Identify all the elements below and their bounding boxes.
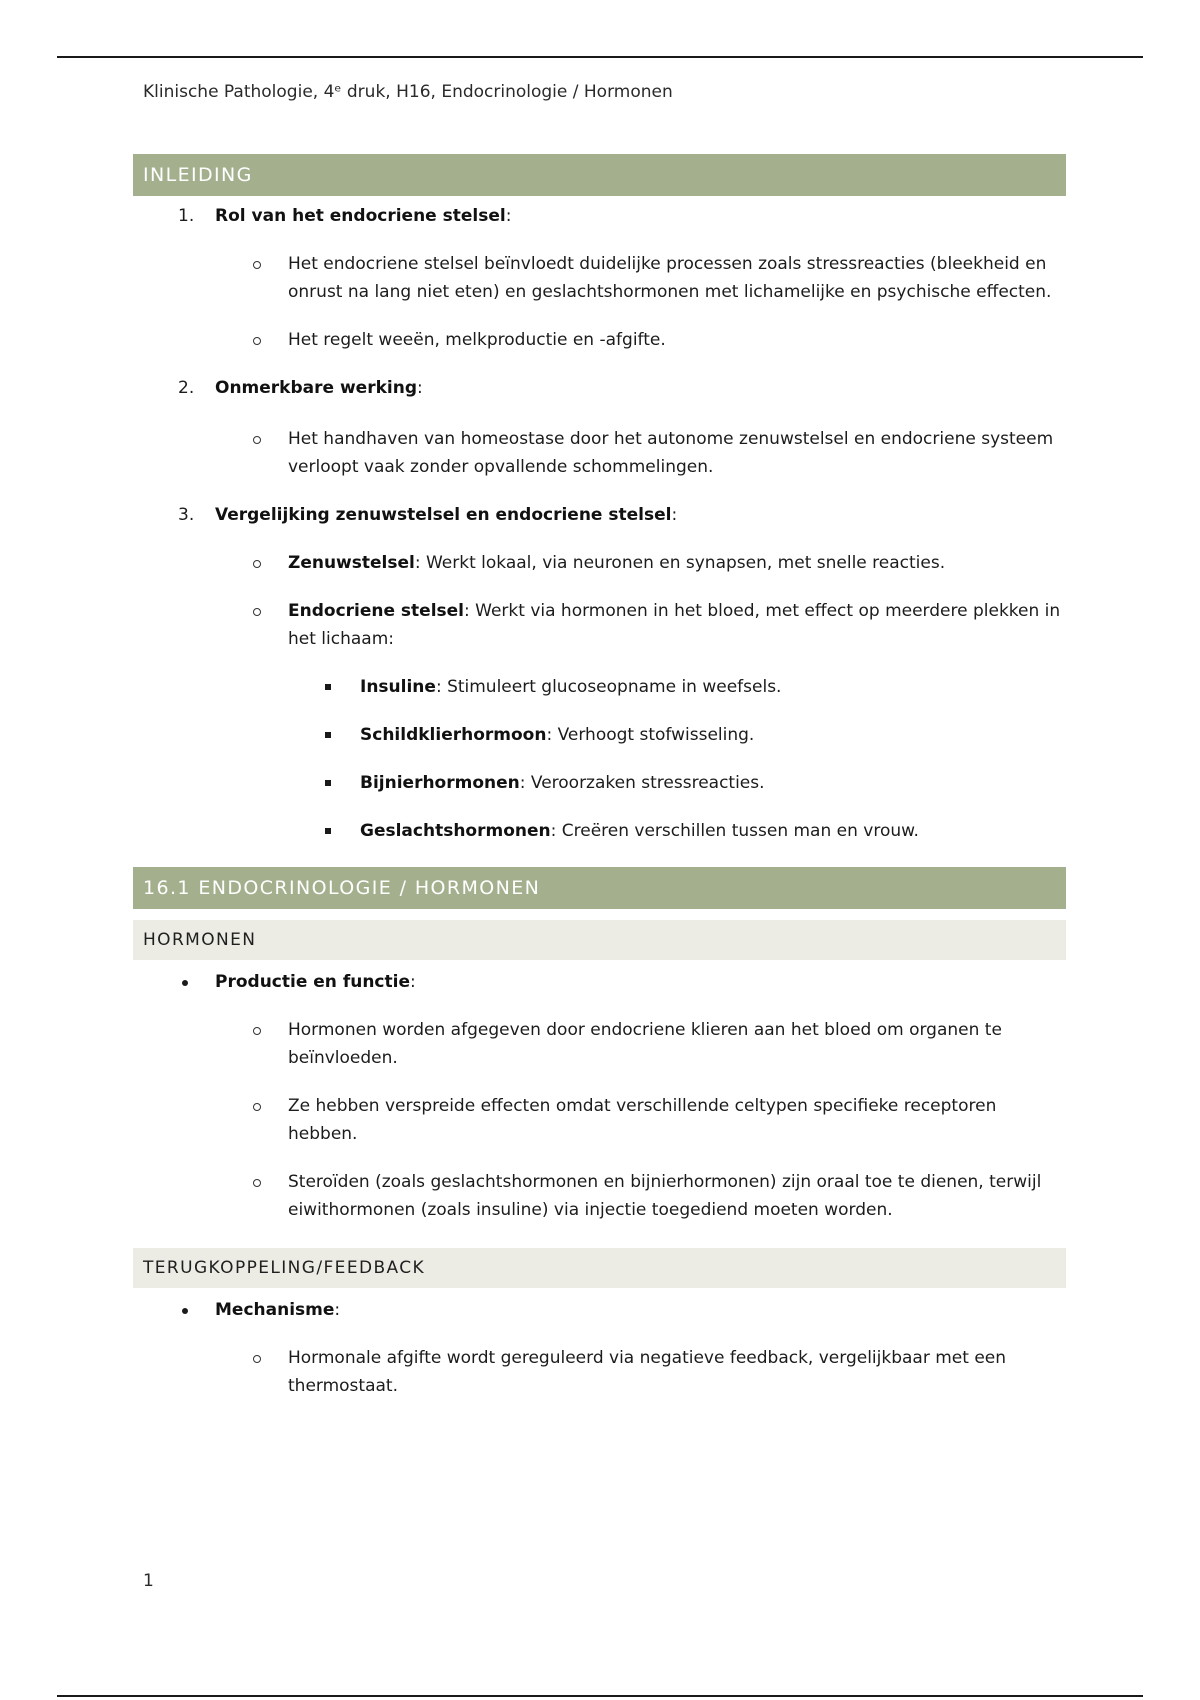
list-item-2: 2. Onmerkbare werking: [133, 374, 1066, 402]
hormone-text: : Veroorzaken stressreacties. [519, 773, 765, 793]
sub-item-label: Zenuwstelsel [288, 553, 415, 573]
list-number: 1. [178, 206, 195, 226]
hormone-text: : Verhoogt stofwisseling. [546, 725, 755, 745]
hollow-circle-bullet-icon [253, 1179, 261, 1187]
hormone-label: Bijnierhormonen [360, 773, 520, 793]
hollow-circle-bullet-icon [253, 560, 261, 568]
document-body [133, 154, 1066, 1400]
item-label: Rol van het endocriene stelsel [215, 206, 506, 226]
square-bullet-icon [325, 684, 331, 690]
sub-item-text: : Werkt via hormonen in het bloed, met effect op meerdere plekken in het lichaam: [288, 601, 1061, 649]
hollow-circle-bullet-icon [253, 261, 261, 269]
top-rule [57, 56, 1143, 58]
sub-item [133, 1016, 1066, 1072]
hollow-circle-bullet-icon [253, 1355, 261, 1363]
item-label: Mechanisme [215, 1300, 335, 1320]
running-header: Klinische Pathologie, 4ᵉ druk, H16, Endocrinologie / Hormonen [143, 82, 673, 102]
bullet-dot-icon [182, 980, 188, 986]
hollow-circle-bullet-icon [253, 608, 261, 616]
hormone-item [133, 769, 1066, 797]
sub-item-text: Hormonen worden afgegeven door endocriene klieren aan het bloed om organen te beïnvloeden. [288, 1020, 1002, 1068]
sub-item-text: Het endocriene stelsel beïnvloedt duidelijke processen zoals stressreacties (bleekheid en onrust na lang niet eten) en geslachtshormonen met lichamelijke en psychische effecten. [288, 254, 1052, 302]
heading-inleiding: INLEIDING [133, 154, 1066, 196]
sub-item [133, 250, 1066, 306]
sub-item [133, 597, 1066, 653]
item-label: Vergelijking zenuwstelsel en endocriene stelsel [215, 505, 672, 525]
list-item-1: 1. Rol van het endocriene stelsel: [133, 202, 1066, 230]
hormone-label: Geslachtshormonen [360, 821, 551, 841]
sub-item [133, 1344, 1066, 1400]
hormone-label: Schildklierhormoon [360, 725, 547, 745]
square-bullet-icon [325, 828, 331, 834]
hormone-item [133, 721, 1066, 749]
hollow-circle-bullet-icon [253, 337, 261, 345]
hormone-text: : Stimuleert glucoseopname in weefsels. [435, 677, 782, 697]
hollow-circle-bullet-icon [253, 1027, 261, 1035]
sub-item-text: Het regelt weeën, melkproductie en -afgifte. [288, 330, 666, 350]
item-label: Productie en functie [215, 972, 410, 992]
sub-item-text: Hormonale afgifte wordt gereguleerd via negatieve feedback, vergelijkbaar met een thermostaat. [288, 1348, 1007, 1396]
heading-16-1: 16.1 ENDOCRINOLOGIE / HORMONEN [133, 867, 1066, 909]
sub-item [133, 1168, 1066, 1224]
sub-item [133, 326, 1066, 354]
heading-hormonen: HORMONEN [133, 920, 1066, 960]
hormone-item [133, 817, 1066, 845]
list-number: 2. [178, 378, 195, 398]
list-item-3: 3. Vergelijking zenuwstelsel en endocriene stelsel: [133, 501, 1066, 529]
sub-item-label: Endocriene stelsel [288, 601, 465, 621]
bullet-item: Mechanisme: [133, 1296, 1066, 1324]
sub-item-text: : Werkt lokaal, via neuronen en synapsen, met snelle reacties. [414, 553, 946, 573]
square-bullet-icon [325, 780, 331, 786]
item-label: Onmerkbare werking [215, 378, 417, 398]
bullet-item: Productie en functie: [133, 968, 1066, 996]
sub-item [133, 425, 1066, 481]
hormone-item [133, 673, 1066, 701]
hormone-label: Insuline [360, 677, 436, 697]
sub-item [133, 549, 1066, 577]
bullet-dot-icon [182, 1308, 188, 1314]
sub-item-text: Steroïden (zoals geslachtshormonen en bijnierhormonen) zijn oraal toe te dienen, terwijl eiwithormonen (zoals insuline) via injectie toegediend moeten worden. [288, 1172, 1042, 1220]
sub-item-text: Het handhaven van homeostase door het autonome zenuwstelsel en endocriene systeem verloopt vaak zonder opvallende schommelingen. [288, 429, 1054, 477]
heading-terugkoppeling: TERUGKOPPELING/FEEDBACK [133, 1248, 1066, 1288]
sub-item [133, 1092, 1066, 1148]
hollow-circle-bullet-icon [253, 1103, 261, 1111]
square-bullet-icon [325, 732, 331, 738]
sub-item-text: Ze hebben verspreide effecten omdat verschillende celtypen specifieke receptoren hebben. [288, 1096, 997, 1144]
hollow-circle-bullet-icon [253, 436, 261, 444]
list-number: 3. [178, 505, 195, 525]
bottom-rule [57, 1695, 1143, 1697]
page-number: 1 [143, 1571, 154, 1591]
hormone-text: : Creëren verschillen tussen man en vrouw. [550, 821, 919, 841]
